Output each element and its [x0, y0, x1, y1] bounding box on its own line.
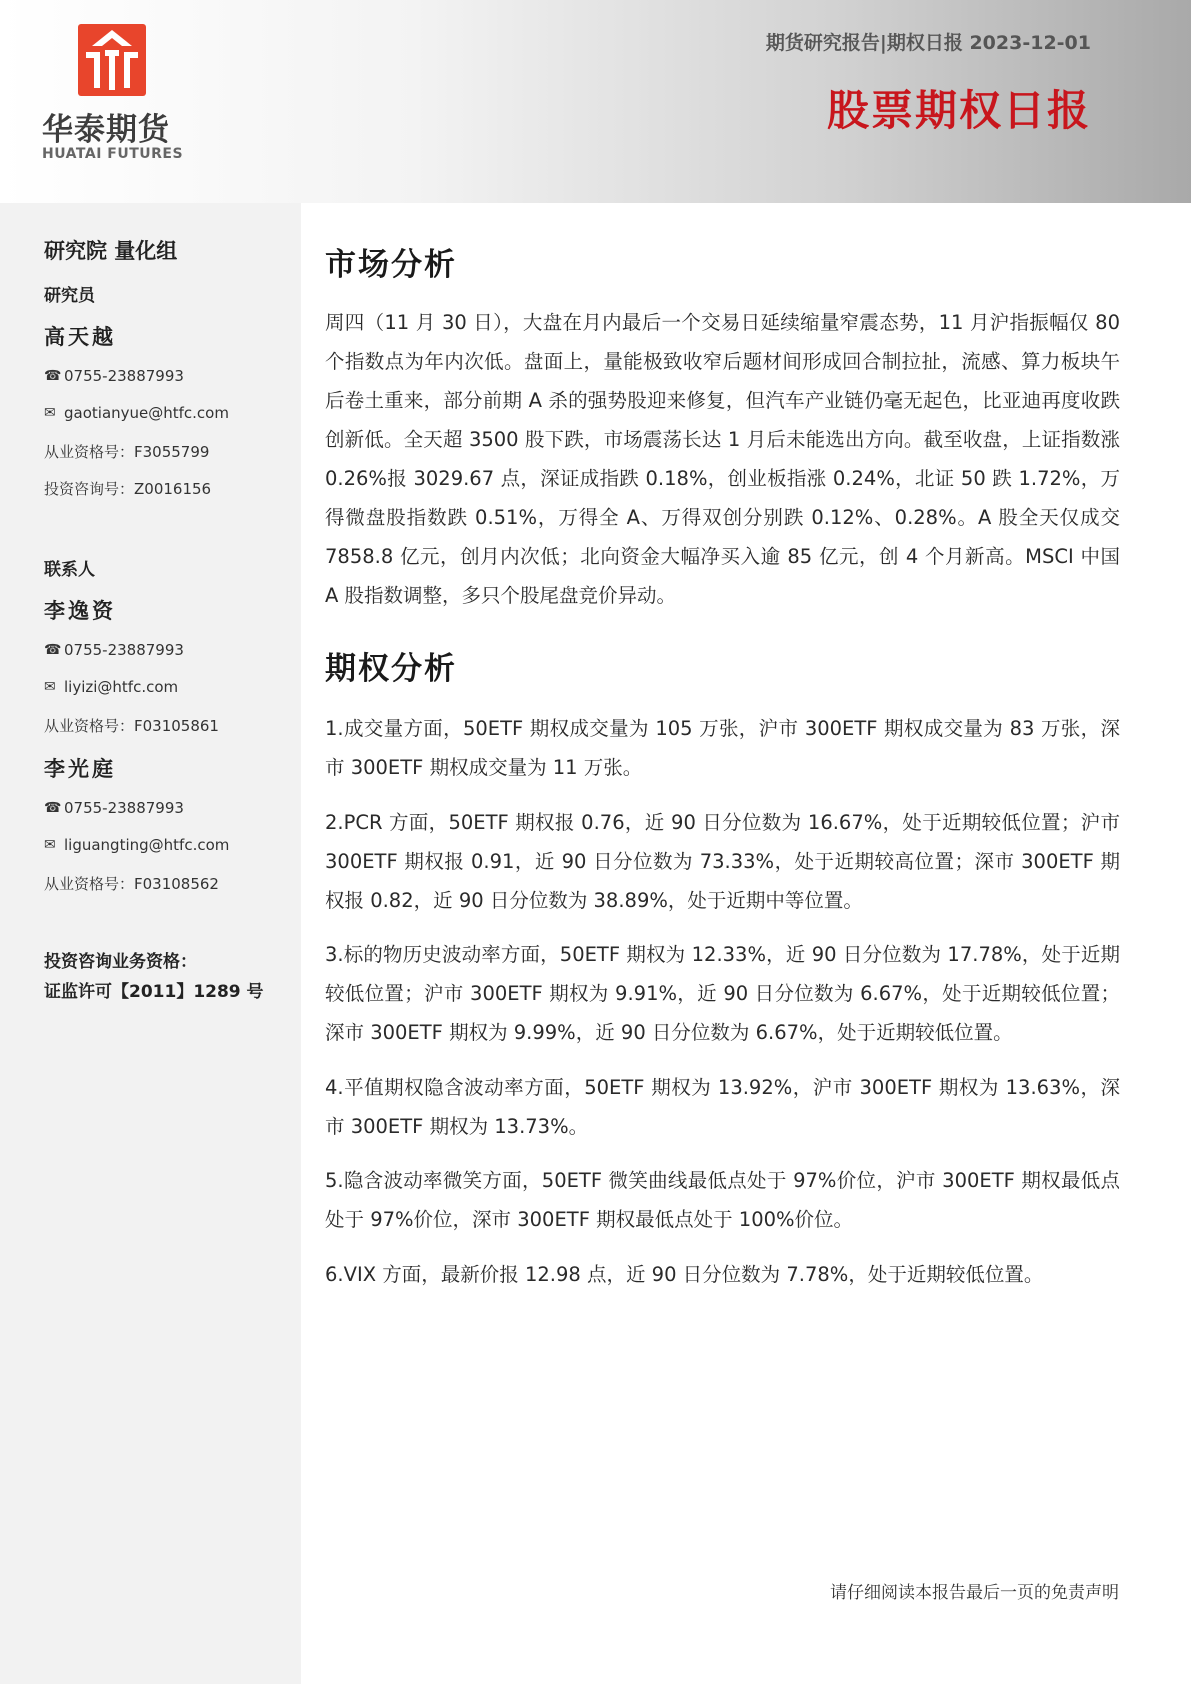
company-logo [42, 24, 192, 164]
options-item: 2.PCR 方面，50ETF 期权报 0.76，近 90 日分位数为 16.67%，处于近期较低位置；沪市 300ETF 期权报 0.91，近 90 日分位数为 73.33%，处于近期较高位置；深市 300ETF 期权报 0.82，近 90 日分位数为 38.89%，处于近期中等位置。 [325, 811, 1120, 912]
contact-phone [44, 641, 184, 659]
contact-phone [44, 799, 184, 817]
logo-chinese-name: 华泰期货 [42, 112, 170, 148]
options-item: 4.平值期权隐含波动率方面，50ETF 期权为 13.92%，沪市 300ETF 期权为 13.63%，深市 300ETF 期权为 13.73%。 [325, 1076, 1120, 1138]
researcher-name: 高天越 [44, 324, 116, 349]
researcher-license: 从业资格号：F3055799 [44, 443, 210, 461]
options-item: 6.VIX 方面，最新价报 12.98 点，近 90 日分位数为 7.78%，处于近期较低位置。 [325, 1263, 1044, 1286]
email-text[interactable]: gaotianyue@htfc.com [64, 404, 229, 422]
report-title: 股票期权日报 [826, 86, 1091, 135]
email-icon: ✉ [44, 837, 56, 853]
researcher-advisory: 投资咨询号：Z0016156 [44, 480, 212, 498]
logo-english-name: HUATAI FUTURES [42, 146, 184, 162]
market-analysis-paragraph: 周四（11 月 30 日），大盘在月内最后一个交易日延续缩量窄震态势，11 月沪指振幅仅 80 个指数点为年内次低。盘面上，量能极致收窄后题材间形成回合制拉扯，流感、算力板块午后卷土重来，部分前期 A 杀的强势股迎来修复，但汽车产业链仍毫无起色，比亚迪再度收跌创新低。全天超 3500 股下跌，市场震荡长达 1 月后未能选出方向。截至收盘，上证指数涨 0.26%报 3029.67 点，深证成指跌 0.18%，创业板指涨 0.24%，北证 50 跌 1.72%，万得微盘股指数跌 0.51%，万得全 A、万得双创分别跌 0.12%、0.28%。A 股全天仅成交 7858.8 亿元，创月内次低；北向资金大幅净买入逾 85 亿元，创 4 个月新高。MSCI 中国 A 股指数调整，多只个股尾盘竞价异动。 [325, 311, 1120, 607]
report-meta: 期货研究报告|期权日报 2023-12-01 [765, 32, 1091, 54]
phone-icon: ☎ [44, 800, 62, 816]
phone-text: 0755-23887993 [64, 641, 184, 659]
options-analysis-heading: 期权分析 [325, 651, 457, 687]
researcher-email[interactable] [44, 404, 229, 422]
options-item: 3.标的物历史波动率方面，50ETF 期权为 12.33%，近 90 日分位数为 17.78%，处于近期较低位置；沪市 300ETF 期权为 9.91%，近 90 日分位数为 6.67%，处于近期较低位置；深市 300ETF 期权为 9.99%，近 90 日分位数为 6.67%，处于近期较低位置。 [325, 943, 1120, 1044]
email-icon: ✉ [44, 679, 56, 695]
contact-email[interactable] [44, 836, 229, 854]
email-text[interactable]: liyizi@htfc.com [64, 678, 179, 696]
report-header [0, 0, 1191, 203]
phone-icon: ☎ [44, 642, 62, 658]
contact-name: 李逸资 [44, 598, 116, 623]
contact-license: 从业资格号：F03108562 [44, 875, 219, 893]
market-analysis-heading: 市场分析 [325, 247, 457, 283]
options-item: 5.隐含波动率微笑方面，50ETF 微笑曲线最低点处于 97%价位，沪市 300ETF 期权最低点处于 97%价位，深市 300ETF 期权最低点处于 100%价位。 [325, 1169, 1120, 1231]
options-item: 1.成交量方面，50ETF 期权成交量为 105 万张，沪市 300ETF 期权成交量为 83 万张，深市 300ETF 期权成交量为 11 万张。 [325, 717, 1120, 779]
contact-label: 联系人 [44, 560, 95, 580]
email-text[interactable]: liguangting@htfc.com [64, 836, 230, 854]
phone-icon: ☎ [44, 368, 62, 384]
sidebar [0, 203, 301, 1684]
disclaimer-note: 请仔细阅读本报告最后一页的免责声明 [830, 1583, 1119, 1603]
email-icon: ✉ [44, 405, 56, 421]
cert-title: 投资咨询业务资格： [44, 952, 197, 972]
phone-text: 0755-23887993 [64, 799, 184, 817]
contact-email[interactable] [44, 678, 178, 696]
phone-text: 0755-23887993 [64, 367, 184, 385]
cert-value: 证监许可【2011】1289 号 [44, 982, 264, 1002]
researcher-phone [44, 367, 184, 385]
contact-license: 从业资格号：F03105861 [44, 717, 219, 735]
contact-name: 李光庭 [44, 756, 116, 781]
department: 研究院 量化组 [44, 239, 178, 263]
huatai-logo-mark-icon [78, 24, 146, 96]
researcher-label: 研究员 [44, 286, 95, 306]
